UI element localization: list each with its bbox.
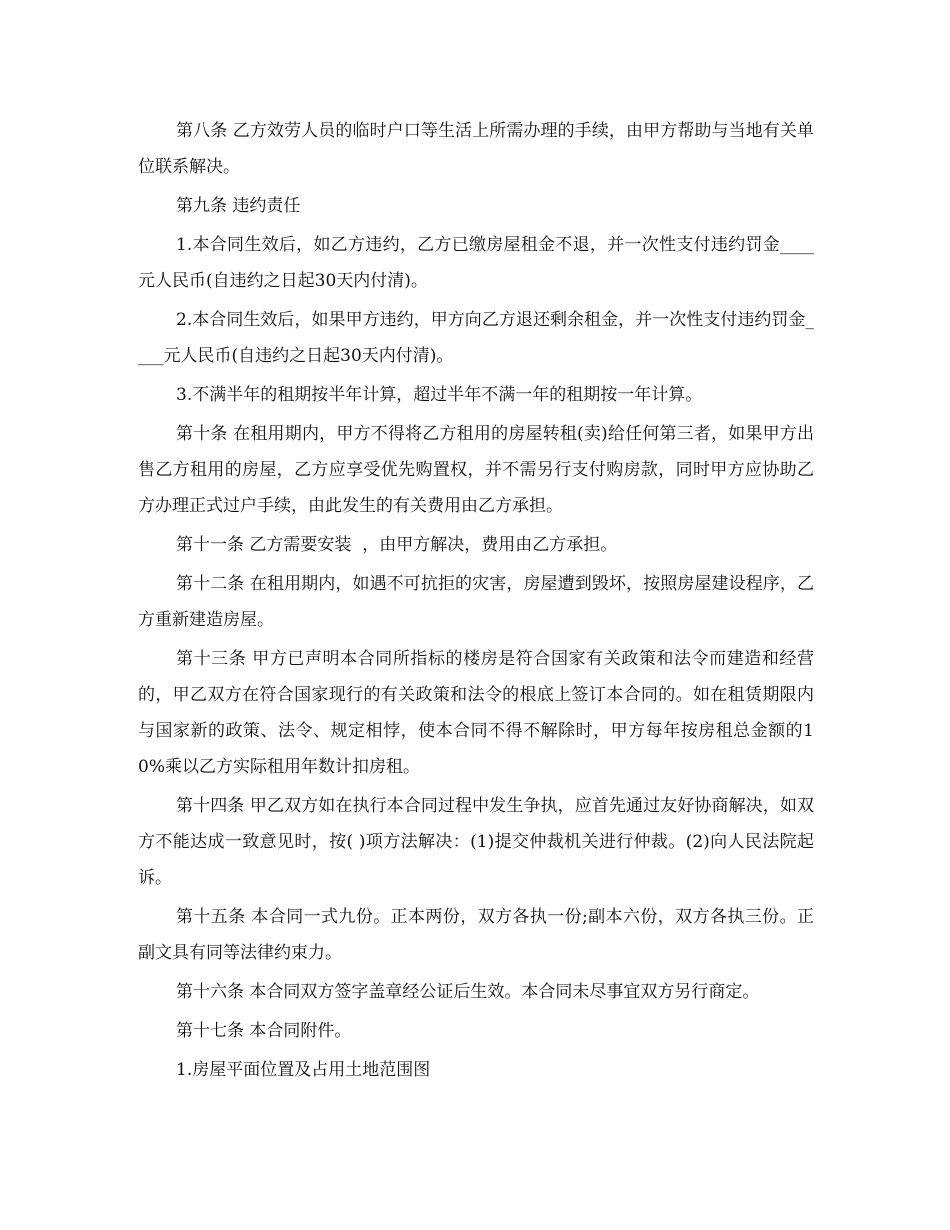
paragraph-article-8: 第八条 乙方效劳人员的临时户口等生活上所需办理的手续，由甲方帮助与当地有关单位联系解决。 (138, 121, 814, 177)
paragraph-article-12: 第十二条 在租用期内，如遇不可抗拒的灾害，房屋遭到毁坏，按照房屋建设程序，乙方重新建造房屋。 (138, 574, 814, 630)
paragraph-article-17: 第十七条 本合同附件。 (176, 1021, 352, 1041)
paragraph-article-13: 第十三条 甲方已声明本合同所指标的楼房是符合国家有关政策和法令而建造和经营的，甲乙双方在符合国家现行的有关政策和法令的根底上签订本合同的。如在租赁期限内与国家新的政策、法令、规定相悖，使本合同不得不解除时，甲方每年按房租总金额的10%乘以乙方实际租用年数计扣房租。 (138, 649, 814, 777)
paragraph-article-9-item-2: 2.本合同生效后，如果甲方违约，甲方向乙方退还剩余租金，并一次性支付违约罚金____元人民币(自违约之日起30天内付清)。 (138, 310, 814, 366)
paragraph-article-15: 第十五条 本合同一式九份。正本两份，双方各执一份;副本六份，双方各执三份。正副文具有同等法律约束力。 (138, 907, 814, 963)
paragraph-article-17-item-1: 1.房屋平面位置及占用土地范围图 (176, 1060, 431, 1080)
paragraph-article-9-heading: 第九条 违约责任 (176, 196, 301, 216)
paragraph-article-10: 第十条 在租用期内，甲方不得将乙方租用的房屋转租(卖)给任何第三者，如果甲方出售乙方租用的房屋，乙方应享受优先购置权，并不需另行支付购房款，同时甲方应协助乙方办理正式过户手续，由此发生的有关费用由乙方承担。 (138, 424, 814, 516)
document-page (138, 113, 814, 1091)
paragraph-article-9-item-3: 3.不满半年的租期按半年计算，超过半年不满一年的租期按一年计算。 (176, 385, 703, 405)
paragraph-article-14: 第十四条 甲乙双方如在执行本合同过程中发生争执，应首先通过友好协商解决，如双方不能达成一致意见时，按( )项方法解决：(1)提交仲裁机关进行仲裁。(2)向人民法院起诉。 (138, 796, 814, 888)
paragraph-article-9-item-1: 1.本合同生效后，如乙方违约，乙方已缴房屋租金不退，并一次性支付违约罚金____元人民币(自违约之日起30天内付清)。 (138, 235, 814, 291)
paragraph-article-11: 第十一条 乙方需要安装 ，由甲方解决，费用由乙方承担。 (176, 535, 618, 555)
paragraph-article-16: 第十六条 本合同双方签字盖章经公证后生效。本合同未尽事宜双方另行商定。 (176, 982, 760, 1002)
